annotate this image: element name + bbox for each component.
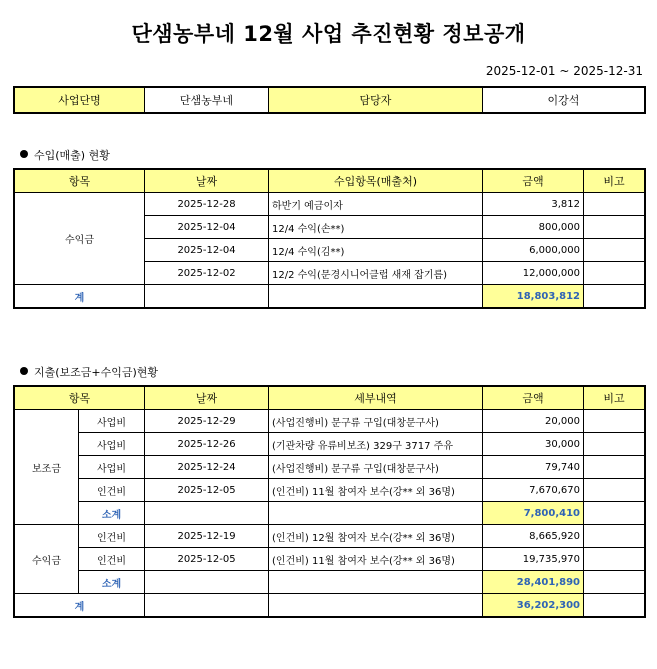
income-item: 12/4 수익(김**): [269, 239, 483, 262]
subtotal-amount: 28,401,890: [483, 571, 584, 594]
subtotal-row: [15, 502, 645, 525]
income-item: 12/4 수익(손**): [269, 216, 483, 239]
income-item: 하반기 예금이자: [269, 193, 483, 216]
expense-total-label: 계: [15, 594, 145, 617]
expense-section-label: 지출(보조금+수익금)현황: [34, 366, 159, 379]
income-date: 2025-12-04: [145, 216, 269, 239]
table-row: [15, 456, 645, 479]
income-header-item: 항목: [15, 170, 145, 193]
expense-amount: 8,665,920: [483, 525, 584, 548]
expense-table: [14, 386, 645, 617]
income-amount: 800,000: [483, 216, 584, 239]
expense-note: [584, 479, 645, 502]
value-business-name: 단샘농부네: [145, 88, 269, 113]
income-note: [584, 262, 645, 285]
income-total-amount: 18,803,812: [483, 285, 584, 308]
expense-type: 사업비: [79, 456, 145, 479]
expense-header-detail: 세부내역: [269, 387, 483, 410]
table-row: [15, 548, 645, 571]
expense-amount: 20,000: [483, 410, 584, 433]
expense-amount: 7,670,670: [483, 479, 584, 502]
report-period: 2025-12-01 ~ 2025-12-31: [485, 64, 643, 78]
empty-cell: [584, 594, 645, 617]
income-section-title: [20, 147, 110, 163]
table-row: [15, 433, 645, 456]
expense-amount: 79,740: [483, 456, 584, 479]
empty-cell: [269, 594, 483, 617]
empty-cell: [145, 571, 269, 594]
label-manager: 담당자: [269, 88, 483, 113]
income-table: [14, 169, 645, 308]
income-item: 12/2 수익(문경시니어클럽 새재 잡기름): [269, 262, 483, 285]
expense-detail: (사업진행비) 문구류 구입(대창문구사): [269, 456, 483, 479]
expense-header-item: 항목: [15, 387, 145, 410]
expense-type: 인건비: [79, 548, 145, 571]
subtotal-row: [15, 571, 645, 594]
expense-type: 사업비: [79, 433, 145, 456]
label-business-name: 사업단명: [15, 88, 145, 113]
expense-date: 2025-12-26: [145, 433, 269, 456]
expense-detail: (기관차량 유류비보조) 329구 3717 주유: [269, 433, 483, 456]
expense-section-title: [20, 364, 158, 380]
expense-total-amount: 36,202,300: [483, 594, 584, 617]
expense-group-name: 보조금: [15, 410, 79, 525]
income-date: 2025-12-28: [145, 193, 269, 216]
income-amount: 12,000,000: [483, 262, 584, 285]
expense-detail: (인건비) 11월 참여자 보수(강** 외 36명): [269, 479, 483, 502]
income-category: 수익금: [15, 193, 145, 285]
bullet-icon: [20, 150, 28, 158]
empty-cell: [584, 285, 645, 308]
expense-header-amount: 금액: [483, 387, 584, 410]
expense-note: [584, 525, 645, 548]
income-total-label: 계: [15, 285, 145, 308]
empty-cell: [584, 571, 645, 594]
expense-date: 2025-12-05: [145, 548, 269, 571]
income-section-label: 수입(매출) 현황: [34, 149, 110, 162]
page-title: 단샘농부네 12월 사업 추진현황 정보공개: [131, 22, 526, 46]
expense-date: 2025-12-19: [145, 525, 269, 548]
expense-date: 2025-12-05: [145, 479, 269, 502]
expense-detail: (인건비) 12월 참여자 보수(강** 외 36명): [269, 525, 483, 548]
subtotal-amount: 7,800,410: [483, 502, 584, 525]
expense-date: 2025-12-24: [145, 456, 269, 479]
expense-detail: (인건비) 11월 참여자 보수(강** 외 36명): [269, 548, 483, 571]
expense-detail: (사업진행비) 문구류 구입(대창문구사): [269, 410, 483, 433]
income-header-amount: 금액: [483, 170, 584, 193]
empty-cell: [145, 502, 269, 525]
expense-note: [584, 456, 645, 479]
expense-date: 2025-12-29: [145, 410, 269, 433]
income-note: [584, 239, 645, 262]
expense-amount: 30,000: [483, 433, 584, 456]
expense-total-row: [15, 594, 645, 617]
bullet-icon: [20, 367, 28, 375]
table-row: [15, 479, 645, 502]
income-total-row: [15, 285, 645, 308]
expense-note: [584, 410, 645, 433]
expense-note: [584, 548, 645, 571]
table-row: [15, 410, 645, 433]
income-note: [584, 193, 645, 216]
expense-group-name: 수익금: [15, 525, 79, 594]
table-row: [15, 193, 645, 216]
expense-type: 인건비: [79, 525, 145, 548]
income-date: 2025-12-04: [145, 239, 269, 262]
income-amount: 3,812: [483, 193, 584, 216]
empty-cell: [269, 502, 483, 525]
income-header-source: 수입항목(매출처): [269, 170, 483, 193]
table-row: [15, 525, 645, 548]
expense-header-date: 날짜: [145, 387, 269, 410]
expense-header-note: 비고: [584, 387, 645, 410]
income-header-note: 비고: [584, 170, 645, 193]
empty-cell: [145, 594, 269, 617]
income-amount: 6,000,000: [483, 239, 584, 262]
info-table: [14, 87, 645, 113]
empty-cell: [584, 502, 645, 525]
expense-amount: 19,735,970: [483, 548, 584, 571]
expense-type: 인건비: [79, 479, 145, 502]
value-manager: 이강석: [483, 88, 645, 113]
subtotal-label: 소계: [79, 502, 145, 525]
expense-note: [584, 433, 645, 456]
empty-cell: [269, 285, 483, 308]
income-note: [584, 216, 645, 239]
income-header-date: 날짜: [145, 170, 269, 193]
expense-type: 사업비: [79, 410, 145, 433]
empty-cell: [145, 285, 269, 308]
empty-cell: [269, 571, 483, 594]
income-date: 2025-12-02: [145, 262, 269, 285]
subtotal-label: 소계: [79, 571, 145, 594]
